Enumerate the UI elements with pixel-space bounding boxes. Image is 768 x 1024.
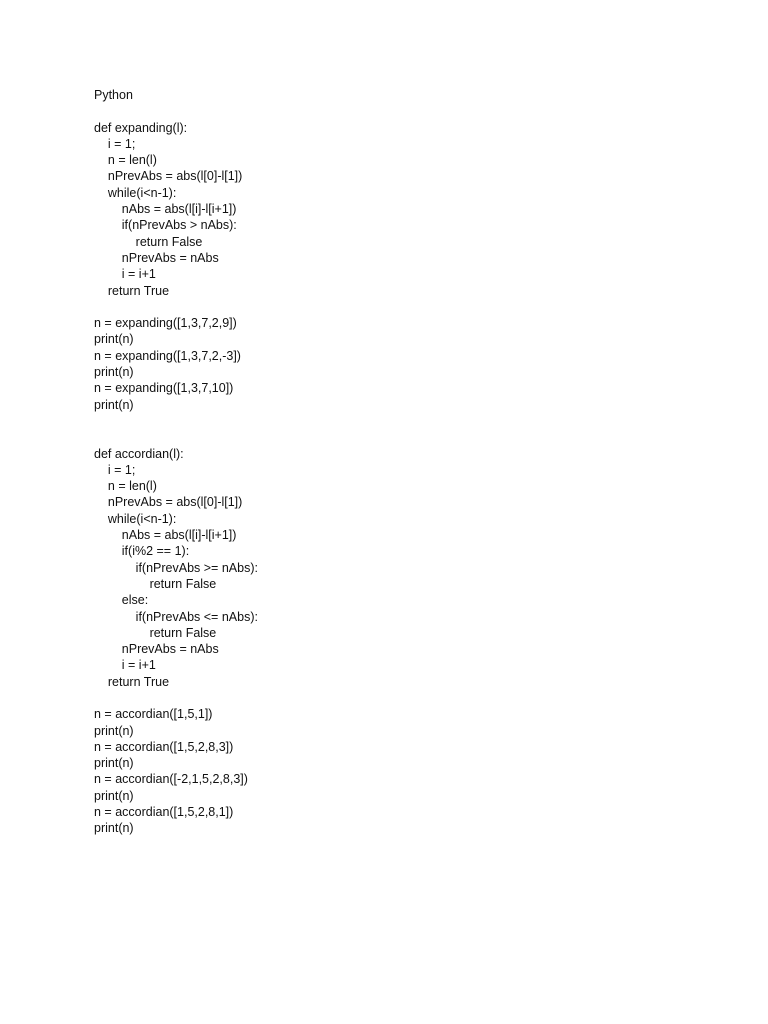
code-line: nAbs = abs(l[i]-l[i+1]) — [94, 528, 237, 543]
code-line: return False — [94, 576, 217, 591]
code-line: print(n) — [94, 788, 134, 803]
code-line: while(i<n-1): — [94, 511, 177, 526]
code-line: nPrevAbs = nAbs — [94, 642, 219, 657]
code-line: return False — [94, 625, 217, 640]
blank-line — [94, 690, 734, 706]
code-line: print(n) — [94, 821, 134, 836]
code-line: i = i+1 — [94, 267, 156, 282]
blank-line — [94, 299, 734, 315]
blank-line — [94, 429, 734, 445]
code-line: while(i<n-1): — [94, 185, 177, 200]
code-line: return True — [94, 674, 170, 689]
code-line: return True — [94, 283, 170, 298]
code-line: n = accordian([-2,1,5,2,8,3]) — [94, 772, 248, 787]
blank-line — [94, 413, 734, 429]
code-line: if(nPrevAbs >= nAbs): — [94, 560, 258, 575]
code-line: print(n) — [94, 365, 134, 380]
code-line: nPrevAbs = nAbs — [94, 250, 219, 265]
code-line: n = accordian([1,5,2,8,3]) — [94, 739, 234, 754]
blank-line — [94, 103, 734, 119]
code-line: n = expanding([1,3,7,2,-3]) — [94, 348, 241, 363]
code-line: if(nPrevAbs > nAbs): — [94, 218, 237, 233]
document-body — [94, 87, 734, 837]
code-line: n = len(l) — [94, 479, 157, 494]
code-line: if(i%2 == 1): — [94, 544, 190, 559]
code-line: i = 1; — [94, 462, 136, 477]
code-line: n = accordian([1,5,2,8,1]) — [94, 805, 234, 820]
code-line: def accordian(l): — [94, 446, 184, 461]
code-line: nAbs = abs(l[i]-l[i+1]) — [94, 202, 237, 217]
code-line: print(n) — [94, 723, 134, 738]
code-line: nPrevAbs = abs(l[0]-l[1]) — [94, 495, 243, 510]
code-line: n = accordian([1,5,1]) — [94, 707, 213, 722]
code-line: else: — [94, 593, 149, 608]
code-line: i = i+1 — [94, 658, 156, 673]
code-line: if(nPrevAbs <= nAbs): — [94, 609, 258, 624]
code-line: i = 1; — [94, 136, 136, 151]
code-line: print(n) — [94, 332, 134, 347]
document-heading: Python — [94, 88, 133, 102]
code-line: n = len(l) — [94, 153, 157, 168]
code-line: return False — [94, 234, 203, 249]
code-line: print(n) — [94, 756, 134, 771]
code-line: n = expanding([1,3,7,2,9]) — [94, 316, 237, 331]
code-line: nPrevAbs = abs(l[0]-l[1]) — [94, 169, 243, 184]
code-line: def expanding(l): — [94, 120, 188, 135]
code-line: n = expanding([1,3,7,10]) — [94, 381, 234, 396]
code-line: print(n) — [94, 397, 134, 412]
